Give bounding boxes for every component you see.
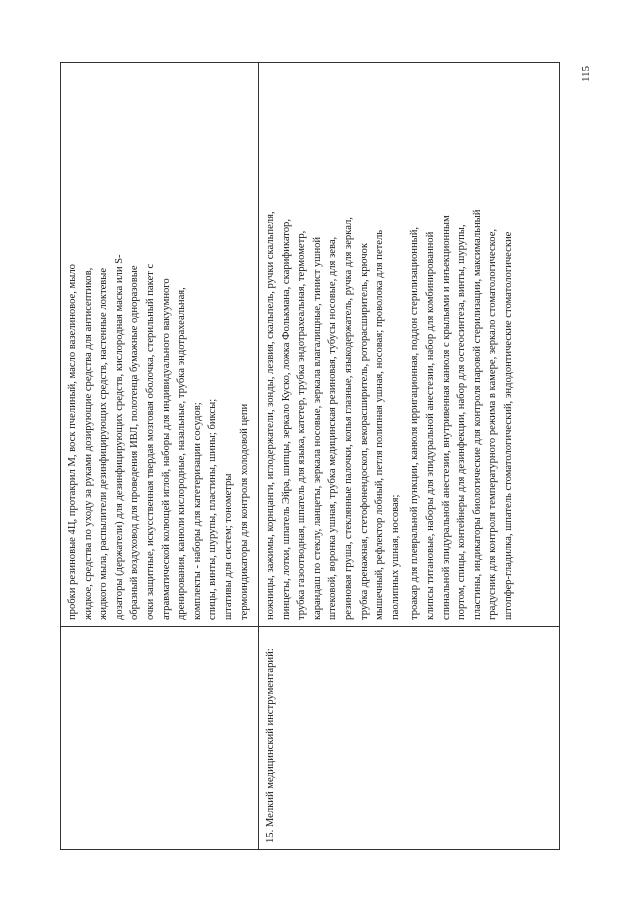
rotated-page bbox=[60, 62, 560, 850]
text-line: мышечный, рефлектор лобный, петля полипная ушная, носовая; проволока для петель bbox=[374, 229, 386, 620]
row-name-cell: 15. Мелкий медицинский инструментарий: bbox=[259, 627, 560, 850]
row-items-cell bbox=[259, 63, 560, 627]
text-line: портом, спицы, контейнеры для дезинфекции, набор для остеосинтеза, винты, шурупы, bbox=[456, 224, 468, 620]
text-line: пинцеты, лотки, шпатель Эйра, шипцы, зеркало Куско, ложка Фолькмана, скарификатор, bbox=[280, 219, 292, 620]
text-line: пластины, индикаторы биологические для контроля паровой стерилизации, максимальный bbox=[471, 209, 483, 620]
text-line: жидкое, средства по уходу за руками дозирующие средства для антисептиков, bbox=[82, 267, 94, 620]
text-line: пробки резиновые 4Ц, протакрил М, воск пчелиный, масло вазелиновое, мыло bbox=[67, 264, 78, 620]
page-number: 115 bbox=[580, 65, 592, 83]
text-line: трубка газоотводная, шпатель для языка, катетер, трубка эндотрахеальная, термометр, bbox=[296, 230, 308, 620]
row-items-cell bbox=[61, 63, 259, 627]
text-line: клипсы титановые, наборы для эпидуральной анестезии, набор для комбинированной bbox=[424, 231, 436, 620]
text-line: комплекты - наборы для катетеризации сосудов; bbox=[191, 402, 203, 620]
text-line: штативы для систем; тонометры bbox=[222, 473, 234, 620]
text-line: карандаш по стеклу, ланцеты, зеркала носовые, зеркала влагалищные, тинист ушной bbox=[311, 236, 323, 620]
table-row bbox=[259, 63, 560, 850]
equipment-table bbox=[60, 62, 560, 850]
table-row bbox=[61, 63, 259, 850]
text-line: атравматической колющей иглой, наборы для индивидуального вакуумного bbox=[160, 278, 172, 620]
text-line: очки защитные, искусственная твердая мозговая оболочка, стерильный пакет с bbox=[144, 263, 156, 620]
text-line: штековой, воронка ушная, трубка медицинская резиновая, тубусы носовые, для зева, bbox=[327, 236, 339, 620]
text-line: спинальной эпидуральной анестезии, внутривенная канюля с крыльями и инъекционным bbox=[440, 215, 452, 620]
text-line: термоиндикаторы для контроля холодовой цепи bbox=[238, 403, 250, 620]
text-line: троакар для плевральной пункции, канюля ирригационная, поддон стерилизационный, bbox=[409, 226, 421, 620]
text-line: дозаторы (держатели) для дезинфицирующих средств, кислородная маска или S- bbox=[113, 254, 125, 620]
text-line: спицы, винты, шурупы, пластины, шины; биксы; bbox=[207, 398, 219, 620]
text-line: жидкого мыла, распылители дезинфицирующих средств, настенные локтевые bbox=[98, 267, 110, 620]
text-line: трубка дренажная, стетофонендоскоп, векорасширитель, роторасширитель, крючок bbox=[358, 243, 370, 620]
text-line: штопфер-гладилка, шпатель стоматологический, эндодонтические стоматологические bbox=[502, 231, 514, 620]
text-line: ножницы, зажимы, корнцанги, иглодержатели, зонды, лезвия, скальпель, ручки скальпеля, bbox=[265, 211, 276, 620]
text-line: паолипных ушная, носовая; bbox=[389, 494, 401, 620]
row-name-cell bbox=[61, 627, 259, 850]
table-container bbox=[60, 62, 560, 850]
text-line: образный воздуховод для проведения ИВЛ, полотенца бумажные одноразовые bbox=[129, 265, 141, 620]
text-line: дренирования, канюли кислородные, назальные, трубка эндотрахеальная, bbox=[176, 287, 188, 620]
text-line: резиновая груша, стеклянные палочки, копья глазные, языкодержатель, ручка для зеркал, bbox=[342, 217, 354, 620]
text-line: градусник для контроля температурного режима в камере, зеркало стоматологическое, bbox=[487, 228, 499, 620]
